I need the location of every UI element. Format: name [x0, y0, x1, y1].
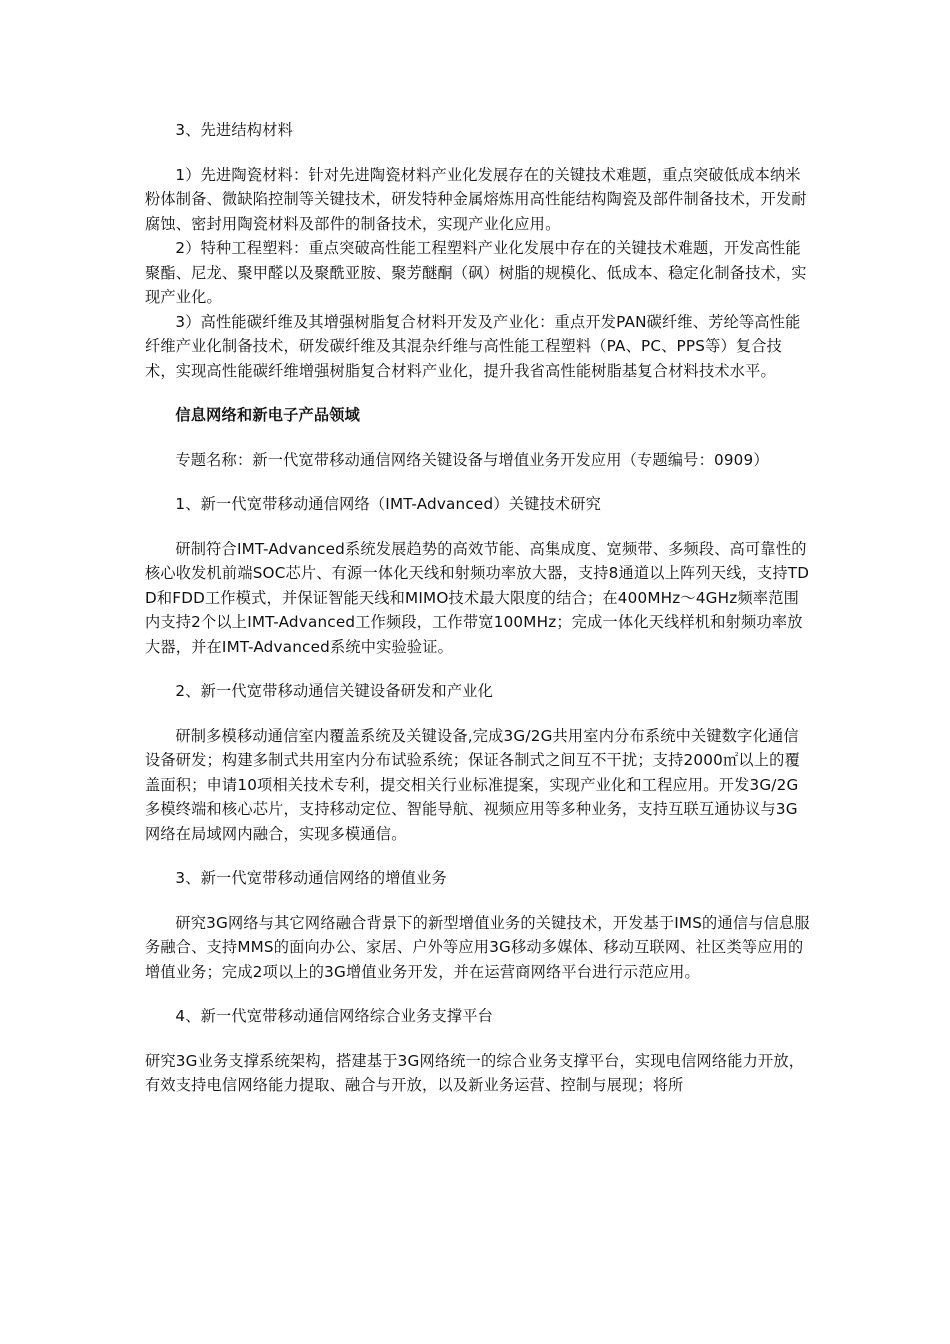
- field-heading-info-network: 信息网络和新电子产品领域: [175, 406, 361, 424]
- subsection-heading-4: 4、新一代宽带移动通信网络综合业务支撑平台: [175, 1007, 494, 1025]
- paragraph-subsection-3: 研究3G网络与其它网络融合背景下的新型增值业务的关键技术，开发基于IMS的通信与信息服务融合、支持MMS的面向办公、家居、户外等应用3G移动多媒体、移动互联网、社区类等应用的增值业务；完成2项以上的3G增值业务开发，并在运营商网络平台进行示范应用。: [145, 913, 810, 981]
- subsection-heading-3: 3、新一代宽带移动通信网络的增值业务: [175, 869, 447, 887]
- subsection-heading-1: 1、新一代宽带移动通信网络（IMT-Advanced）关键技术研究: [175, 495, 602, 513]
- paragraph-subsection-4: 研究3G业务支撑系统架构，搭建基于3G网络统一的综合业务支撑平台，实现电信网络能力开放，有效支持电信网络能力提取、融合与开放，以及新业务运营、控制与展现；将所: [145, 1051, 805, 1094]
- paragraph-carbon-fiber-composites: 3）高性能碳纤维及其增强树脂复合材料开发及产业化：重点开发PAN碳纤维、芳纶等高性能纤维产业化制备技术，研发碳纤维及其混杂纤维与高性能工程塑料（PA、PC、PPS等）复合技术，实现高性能碳纤维增强树脂复合材料产业化，提升我省高性能树脂基复合材料技术水平。: [145, 312, 801, 380]
- paragraph-topic-name: 专题名称：新一代宽带移动通信网络关键设备与增值业务开发应用（专题编号：0909）: [175, 450, 769, 469]
- paragraph-advanced-ceramics: 1）先进陶瓷材料：针对先进陶瓷材料产业化发展存在的关键技术难题，重点突破低成本纳米粉体制备、微缺陷控制等关键技术，研发特种金属熔炼用高性能结构陶瓷及部件制备技术，开发耐腐蚀、密封用陶瓷材料及部件的制备技术，实现产业化应用。: [145, 165, 807, 233]
- document-page: [145, 118, 810, 1098]
- paragraph-subsection-2: 研制多模移动通信室内覆盖系统及关键设备,完成3G/2G共用室内分布系统中关键数字化通信设备研发；构建多制式共用室内分布试验系统；保证各制式之间互不干扰；支持2000㎡以上的覆盖面积；申请10项相关技术专利，提交相关行业标准提案，实现产业化和工程应用。开发3G/2G多模终端和核心芯片，支持移动定位、智能导航、视频应用等多种业务，支持互联互通协议与3G网络在局域网内融合，实现多模通信。: [145, 726, 800, 843]
- section-heading-advanced-structural-materials: 3、先进结构材料: [175, 121, 293, 139]
- subsection-heading-2: 2、新一代宽带移动通信关键设备研发和产业化: [175, 682, 494, 700]
- paragraph-special-engineering-plastics: 2）特种工程塑料：重点突破高性能工程塑料产业化发展中存在的关键技术难题，开发高性能聚酯、尼龙、聚甲醛以及聚酰亚胺、聚芳醚酮（砜）树脂的规模化、低成本、稳定化制备技术，实现产业化。: [145, 239, 807, 306]
- paragraph-subsection-1: 研制符合IMT-Advanced系统发展趋势的高效节能、高集成度、宽频带、多频段、高可靠性的核心收发机前端SOC芯片、有源一体化天线和射频功率放大器，支持8通道以上阵列天线，支持TDD和FDD工作模式，并保证智能天线和MIMO技术最大限度的结合；在400MHz～4GHz频率范围内支持2个以上IMT-Advanced工作频段，工作带宽100MHz；完成一体化天线样机和射频功率放大器，并在IMT-Advanced系统中实验验证。: [145, 539, 810, 656]
